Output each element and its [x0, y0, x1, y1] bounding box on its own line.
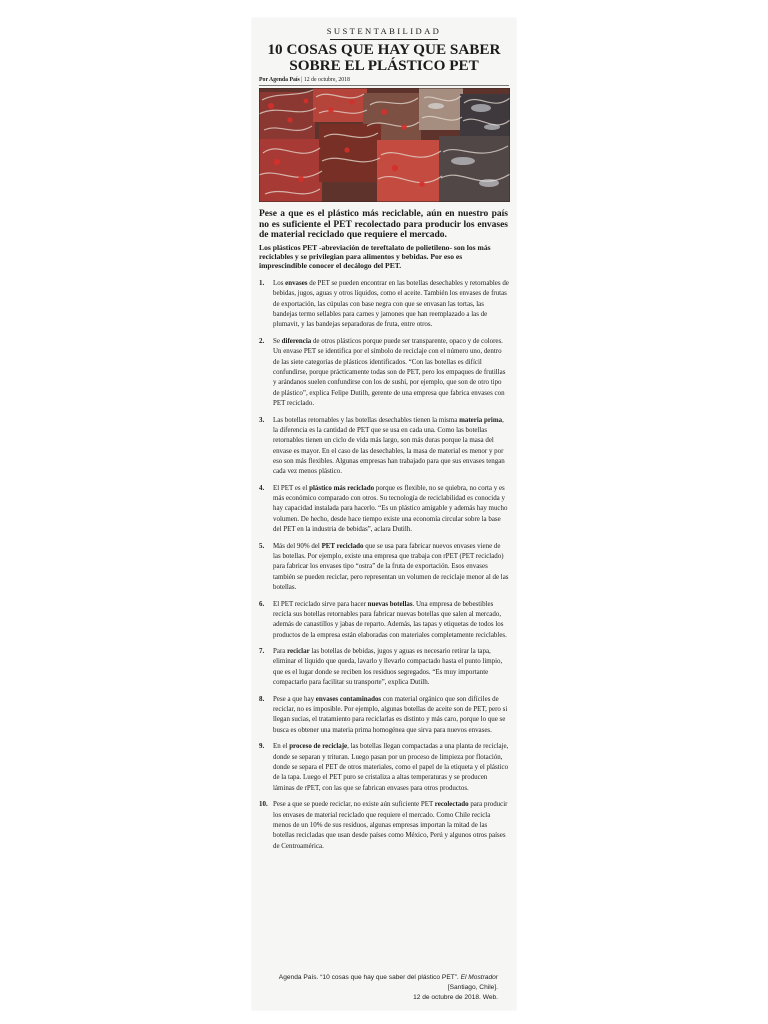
item-keyword: recolectado: [434, 800, 469, 809]
list-item-4: [259, 483, 509, 535]
list-item-3: [259, 415, 509, 477]
list-item-1: [259, 278, 509, 330]
article-intro: Los plásticos PET -abreviación de tereftalato de polietileno- son los más reciclables y se privilegian para alimentos y bebidas. Por eso es imprescindible conocer el decálogo del PET.: [259, 243, 491, 270]
citation-source: El Mostrador: [460, 974, 498, 981]
byline: [259, 77, 509, 86]
item-text: Para reciclar las botellas de bebidas, jugos y aguas es necesario retirar la tapa, eliminar el líquido que queda, lavarlo y llevarlo compactado hasta el punto limpio, que es el lugar donde se reciben los residuos segregados. “Es muy importante compactarlo para facilitar su transporte”, explica Dutilh.: [273, 647, 503, 687]
item-keyword: nuevas botellas: [367, 599, 413, 608]
citation-date: 12 de octubre de 2018. Web.: [413, 993, 498, 1001]
item-number: 10.: [259, 800, 268, 809]
item-number: 5.: [259, 541, 265, 550]
citation-place: [Santiago, Chile].: [447, 983, 498, 991]
item-keyword: proceso de reciclaje: [289, 742, 348, 751]
byline-separator: |: [301, 77, 304, 83]
byline-author: Por Agenda País: [259, 77, 300, 83]
item-number: 6.: [259, 599, 265, 608]
pet-bales-photo: [259, 88, 510, 202]
title-line-2: SOBRE EL PLÁSTICO PET: [289, 57, 479, 74]
list-item-5: [259, 541, 509, 593]
item-text: Los envases de PET se pueden encontrar en las botellas desechables y retornables de bebidas, jugos, aguas y otros líquidos, como el aceite. También los envases de frutas de exportación, las cúpulas con base negra con que se envasan las tortas, las bandejas termo sellables para carnes y jamones que han reemplazado a las de plumavit, y las bandejas separadoras de fruta, entre otros.: [273, 279, 509, 329]
item-number: 2.: [259, 336, 265, 345]
title-line-1: 10 COSAS QUE HAY QUE SABER: [267, 41, 501, 58]
item-keyword: diferencia: [281, 336, 312, 345]
item-text: Las botellas retornables y las botellas desechables tienen la misma materia prima, la diferencia es la cantidad de PET que se usa en cada una. Como las botellas retornables tienen un ciclo de vida más largo, son más duras porque la masa del envase es mayor. En el caso de las desechables, la masa de material es menor y por eso son más flexibles. Algunas empresas han trabajado para que sus envases tengan cada vez menos plástico.: [273, 415, 505, 476]
section-label: SUSTENTABILIDAD: [326, 26, 442, 36]
article-title: [252, 42, 516, 74]
item-keyword: PET reciclado: [321, 541, 364, 550]
list-item-6: [259, 599, 509, 640]
item-text: Pese a que hay envases contaminados con material orgánico que son difíciles de reciclar, no es imposible. Por ejemplo, algunas botellas de aceite son de PET, pero si llegan sucias, el tratamiento para reciclarlas es distinto y más caro, porque lo que se busca es obtener una materia prima homogénea que sirva para nuevos envases.: [273, 694, 508, 734]
source-citation: [259, 973, 498, 1002]
item-number: 8.: [259, 694, 265, 703]
item-keyword: reciclar: [287, 647, 310, 656]
list-item-10: [259, 799, 509, 851]
byline-date: 12 de octubre, 2018: [303, 77, 350, 83]
item-keyword: materia prima: [459, 415, 503, 424]
item-text: Más del 90% del PET reciclado que se usa para fabricar nuevos envases viene de las botellas. Por ejemplo, existe una empresa que trabaja con rPET (PET reciclado) para fabricar los envases tipo “ostra” de la fruta de exportación. Esos envases también se pueden reciclar, pero representan un volumen de reciclaje menor al de las botellas.: [273, 541, 509, 592]
article-lead: Pese a que es el plástico más reciclable, aún en nuestro país no es suficiente el PET recolectado para producir los envases de material reciclado que requiere el mercado.: [259, 209, 508, 240]
item-text: Pese a que se puede reciclar, no existe aún suficiente PET recolectado para producir los envases de material reciclado que requiere el mercado. Como Chile recicla menos de un 10% de sus residuos, algunas empresas importan la mitad de las botellas recicladas que usan desde países como México, Perú y algunos otros países de Centroamérica.: [273, 800, 508, 850]
list-item-2: [259, 336, 509, 408]
section-divider: [330, 39, 438, 40]
list-item-9: [259, 741, 509, 793]
item-text: Se diferencia de otros plásticos porque puede ser transparente, opaco y de colores. Un envase PET se identifica por el símbolo de reciclaje con el número uno, dentro de las siete categorías de plásticos identificados. “Con las botellas es difícil confundirse, porque prácticamente todas son de PET, pero los empaques de frutillas y arándanos suelen confundirse con los de sushi, por ejemplo, que son de otro tipo de plástico”, explica Felipe Dutilh, gerente de una empresa que fabrica envases con PET reciclado.: [273, 336, 506, 407]
article-page: [252, 18, 516, 1010]
citation-text: Agenda País. “10 cosas que hay que saber del plástico PET”.: [278, 974, 461, 981]
item-number: 4.: [259, 483, 265, 492]
item-keyword: plástico más reciclado: [309, 483, 375, 492]
item-text: El PET es el plástico más reciclado porque es flexible, no se quiebra, no corta y es más económico comparado con otros. Su tecnología de reciclabilidad es conocida y hay capacidad instalada para hacerlo. “Es un plástico amigable y además hay mucho volumen. De hecho, desde hace tiempo existe una economía circular sobre la base del PET en la industria de bebidas”, aclara Dutilh.: [273, 483, 508, 534]
item-number: 9.: [259, 742, 265, 751]
item-number: 3.: [259, 415, 265, 424]
list-item-7: [259, 646, 509, 687]
item-text: En el proceso de reciclaje, las botellas llegan compactadas a una planta de reciclaje, donde se separan y trituran. Luego pasan por un proceso de limpieza por flotación, donde se separa el PET de otros materiales, como el papel de la etiqueta y el plástico de la tapa. Luego el PET puro se cristaliza a altas temperaturas y se producen láminas de rPET, con las que se fabrican envases para otros productos.: [273, 742, 509, 792]
pet-bales-image: [259, 88, 510, 202]
item-number: 7.: [259, 647, 265, 656]
list-item-8: [259, 694, 509, 735]
pet-facts-list: [259, 278, 509, 857]
item-text: El PET reciclado sirve para hacer nuevas botellas. Una empresa de bebestibles recicla sus botellas retornables para fabricar nuevas botellas que salen al mercado, además de canastillos y jabas de reparto. Además, las tapas y etiquetas de todos los productos de la empresa están elaboradas con materiales completamente reciclables.: [273, 599, 507, 639]
item-keyword: envases: [285, 279, 308, 287]
item-keyword: envases contaminados: [315, 694, 382, 703]
item-number: 1.: [259, 279, 265, 287]
